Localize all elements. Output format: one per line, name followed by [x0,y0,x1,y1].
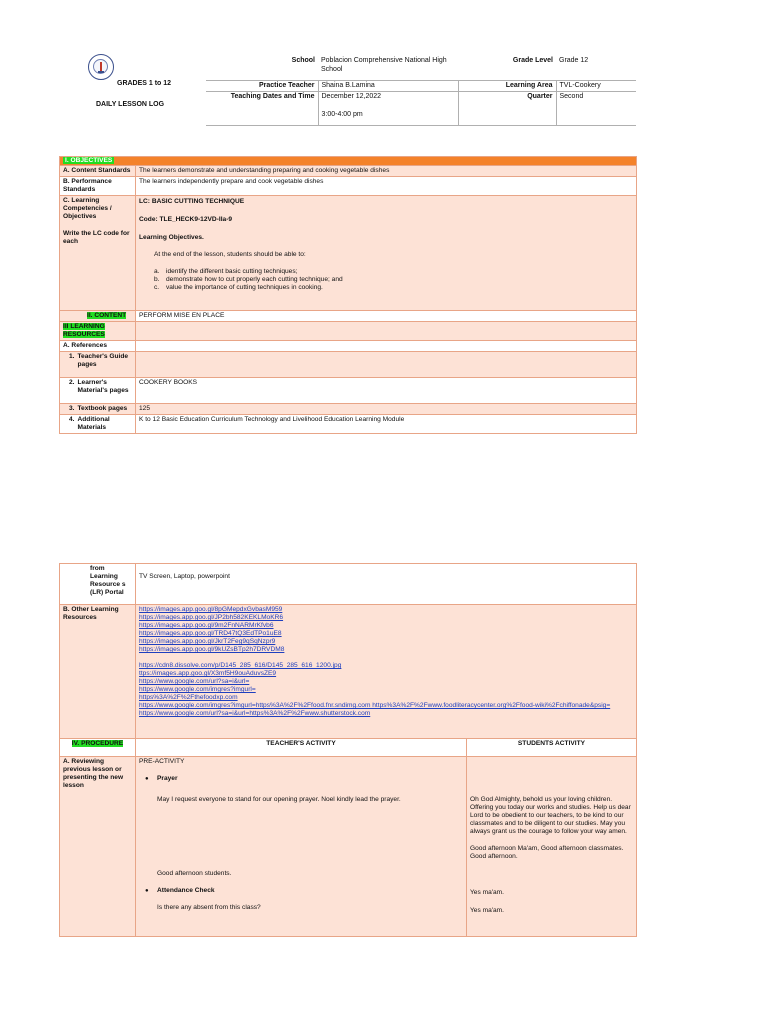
textbook-value: 125 [136,404,637,415]
student-activity-header: STUDENTS ACTIVITY [467,739,637,757]
lr-portal-value: TV Screen, Laptop, powerpoint [136,564,637,605]
prayer-response: Oh God Almighty, behold us your loving children. Offering you today our works and studies. Help us dear Lord to be obedient to our teachers, to be kind to our classmates and to be diligent to our studies. May you always grant us the courage to follow your way amen. [470,796,631,835]
attendance-question: Is there any absent from this class? [157,904,261,911]
resource-link[interactable]: https://www.google.com/url?sa=i&url= [139,678,250,685]
student-response: Yes ma'am. [470,889,504,896]
learners-material-num: 2. [69,379,75,386]
content-value: PERFORM MISE EN PLACE [136,311,637,322]
dates-label: Teaching Dates and Time [230,93,315,100]
objectives-heading: I. OBJECTIVES [65,157,113,164]
resource-link[interactable]: https://images.app.goo.gl/9kUZsBTp2h7DRVDM8 [139,646,285,653]
resource-link[interactable]: ttps://images.app.goo.gl/X3mf5H9ouAduvsZE9 [139,670,277,677]
student-response: Yes ma'am. [470,907,504,914]
grade-level-value: Grade 12 [559,57,589,64]
greeting-text: Good afternoon students. [157,870,232,877]
other-resources-label: B. Other Learning Resources [60,605,136,739]
deped-seal-logo [88,54,114,80]
textbook-label: Textbook pages [77,405,128,412]
content-standards-value: The learners demonstrate and understanding preparing and cooking vegetable dishes [136,166,637,177]
prayer-label: ● Prayer [145,775,463,783]
lc-code-label: Write the LC code for each [63,230,130,245]
pre-activity-label: PRE-ACTIVITY [139,758,185,765]
dates-value: December 12,2022 [321,93,382,100]
learners-material-value: COOKERY BOOKS [136,378,637,404]
other-resources-links [136,605,637,739]
additional-label: Additional Materials [77,416,110,431]
teacher-activity-header: TEACHER'S ACTIVITY [136,739,467,757]
teacher-value: Shaina B.Lamina [318,80,458,92]
learning-area-value: TVL-Cookery [556,80,636,92]
teacher-label: Practice Teacher [258,81,315,89]
school-value: Poblacion Comprehensive National High School [321,57,447,73]
objectives-list [154,268,633,292]
prayer-request: May I request everyone to stand for our opening prayer. Noel kindly lead the prayer. [157,796,401,803]
resource-link[interactable]: https://www.google.com/url?sa=i&url=https%3A%2F%2Fwww.shutterstock.com [139,710,371,717]
header-info [206,56,636,126]
objective-item: c. value the importance of cutting techniques in cooking. [154,284,323,291]
resource-link[interactable]: https://images.app.goo.gl/JkrT2Feg9qSqNzpr9 [139,638,276,645]
objective-item: a. identify the different basic cutting techniques; [154,268,298,275]
school-label: School [291,57,315,64]
lc-title: LC: BASIC CUTTING TECHNIQUE [139,198,245,205]
resource-link[interactable]: https://images.app.goo.gl/8pGMepdxGvbasM959 [139,606,283,613]
quarter-label: Quarter [527,93,553,100]
greeting-response: Good afternoon Ma'am, Good afternoon classmates. Good afternoon. [470,845,624,860]
content-heading: II. CONTENT [87,312,127,319]
lr-portal-label: from Learning Resource s (LR) Portal [60,564,136,605]
resource-link[interactable]: https://images.app.goo.gl/9m2FnNARMrKfvb6 [139,622,274,629]
quarter-value: Second [556,92,636,126]
lc-code: Code: TLE_HECK9-12VD-IIa-9 [139,216,233,223]
objectives-detail [136,196,637,311]
references-label: A. References [60,341,136,352]
resources-heading: III LEARNING RESOURCES [63,323,105,338]
procedure-heading: IV. PROCEDURE [71,740,124,747]
student-activity-cell [467,757,637,937]
teacher-activity-cell [136,757,467,937]
grade-level-label: Grade Level [512,57,553,64]
performance-standards-value: The learners independently prepare and cook vegetable dishes [136,177,637,196]
resource-link[interactable]: https://images.app.goo.gl/TRD47tQ3EdTPo1uE8 [139,630,282,637]
learners-material-label: Learner's Material's pages [77,379,129,394]
additional-num: 4. [69,416,75,423]
learning-area-label: Learning Area [505,81,553,89]
procedure-table [59,563,637,937]
teachers-guide-label: Teacher's Guide pages [77,353,129,368]
resource-link[interactable]: https://www.google.com/imgres?imgurl= [139,686,256,693]
document-title: DAILY LESSON LOG [96,101,165,108]
resource-link[interactable]: https%3A%2F%2Fthefoodxp.com [139,694,238,701]
objectives-table [59,156,637,434]
attendance-label: ● Attendance Check [145,887,463,895]
additional-value: K to 12 Basic Education Curriculum Technology and Livelihood Education Learning Module [136,415,637,434]
resource-link[interactable]: https://www.google.com/imgres?imgurl=https%3A%2F%2Ffood.fnr.sndimg.com https%3A%2F%2Fwww.foodliteracycenter.org%2Ffood-wiki%2Fchiffonade&psig= [139,702,611,709]
resource-link[interactable]: https://images.app.goo.gl/JP2bh582KEKLMoKR6 [139,614,284,621]
resource-link[interactable]: https://cdn8.dissolve.com/p/D145_285_616/D145_285_616_1200.jpg [139,662,342,669]
teachers-guide-num: 1. [69,353,75,360]
content-standards-label: A. Content Standards [60,166,136,177]
objective-item: b. demonstrate how to cut properly each cutting technique; and [154,276,343,283]
textbook-num: 3. [69,405,75,412]
competencies-label: C. Learning Competencies / Objectives [63,197,112,220]
reviewing-label: A. Reviewing previous lesson or presenting the new lesson [60,757,136,937]
objectives-intro: At the end of the lesson, students should be able to: [154,251,306,258]
learning-objectives-label: Learning Objectives. [139,234,204,241]
dates-time-cell [318,92,458,126]
time-value: 3:00-4:00 pm [321,110,363,118]
performance-standards-label: B. Performance Standards [60,177,136,196]
grades-label: GRADES 1 to 12 [117,80,172,87]
